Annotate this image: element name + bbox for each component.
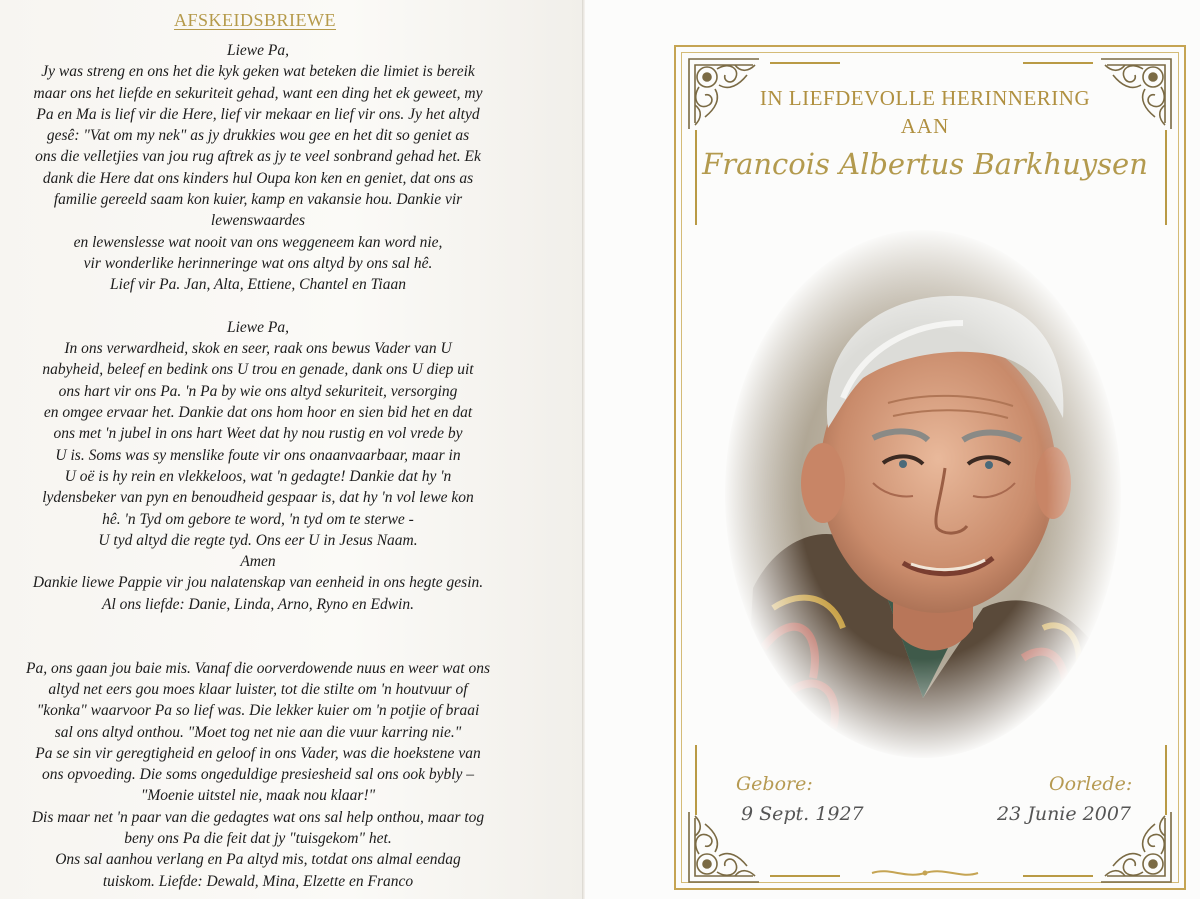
letter-line [8,636,508,657]
letter-line: en lewenslesse wat nooit van ons weggeneem kan word nie, [73,233,443,251]
letter-line: U is. Soms was sy menslike foute vir ons onaanvaarbaar, maar in [55,446,461,464]
born-date: 9 Sept. 1927 [741,803,864,825]
letter-line: Jy was streng en ons het die kyk geken wat beteken die limiet is bereik [41,63,475,81]
letter-line: lewenswaardes [210,212,306,230]
born-label: Gebore: [736,773,813,795]
letter-line: ons opvoeding. Die soms ongeduldige presiesheid sal ons ook bybly – [41,766,475,784]
letter-line: maar ons het liefde en sekuriteit gehad, want een ding het ek geweet, my [33,84,483,102]
letter-line: gesê: "Vat om my nek" as jy drukkies wou gee en het dit so geniet as [46,127,470,145]
frame-accent-line [1023,875,1093,877]
letter-line: Pa, ons gaan jou baie mis. Vanaf die oorverdowende nuus en weer wat ons [26,659,490,677]
frame-accent-line [1023,62,1093,64]
letter-line: U tyd altyd die regte tyd. Ons eer U in Jesus Naam. [98,531,418,549]
frame-accent-line [770,62,840,64]
memorial-cover-page [585,0,1200,899]
letter-line: ons met 'n jubel in ons hart Weet dat hy nou rustig en vol vrede by [53,425,463,443]
letter-line: altyd net eers gou moes klaar luister, tot die stilte om 'n houtvuur of [48,680,468,698]
letter-line: Lief vir Pa. Jan, Alta, Ettiene, Chantel en Tiaan [110,276,406,294]
letter-line: Pa se sin vir geregtigheid en geloof in ons Vader, was die hoekstene van [35,744,481,762]
portrait-photo [723,228,1123,760]
letter-line: Dis maar net 'n paar van die gedagtes wat ons sal help onthou, maar tog [31,808,485,826]
farewell-letters-page [0,0,582,899]
letter-line: U oë is hy rein en vlekkeloos, wat 'n gedagte! Dankie dat hy 'n [64,467,452,485]
letter-line: Amen [240,553,276,571]
letter-line: "konka" waarvoor Pa so lief was. Die lekker kuier om 'n potjie of braai [36,702,480,720]
died-date: 23 Junie 2007 [997,803,1132,825]
frame-accent-line [1165,130,1167,225]
letter-line [8,615,508,636]
letter-line [8,296,508,317]
letter-line: sal ons altyd onthou. "Moet tog net nie aan die vuur karring nie." [54,723,462,741]
letter-line: familie gereeld saam kon kuier, kamp en vakansie hou. Dankie vir [53,191,463,209]
letter-line: tuiskom. Liefde: Dewald, Mina, Elzette en Franco [102,872,414,890]
died-label: Oorlede: [1049,773,1133,795]
letter-line: beny ons Pa die feit dat jy "tuisgekom" het. [124,829,392,847]
frame-accent-line [1165,745,1167,815]
letter-line: ons die velletjies van jou rug aftrek as jy te veel sonbrand gehad het. Ek [35,148,481,166]
letter-line: Al ons liefde: Danie, Linda, Arno, Ryno en Edwin. [102,595,414,613]
letter-line: lydensbeker van pyn en benoudheid gespaar is, dat hy 'n vol lewe kon [42,489,474,507]
letter-line: hê. 'n Tyd om gebore te word, 'n tyd om te sterwe - [102,510,414,528]
letter-line: ons hart vir ons Pa. 'n Pa by wie ons altyd sekuriteit, versorging [58,382,458,400]
letter-line: Liewe Pa, [227,318,289,336]
letter-line: en omgee ervaar het. Dankie dat ons hom hoor en sien bid het en dat [43,404,473,422]
farewell-letters-text [8,40,508,892]
letter-line: dank die Here dat ons kinders hul Oupa kon ken en geniet, dat ons as [42,169,474,187]
memorial-heading-aan: AAN [900,114,950,138]
deceased-name: Francois Albertus Barkhuysen [702,147,1148,181]
letter-line: In ons verwardheid, skok en seer, raak ons bewus Vader van U [64,340,452,358]
page-title: AFSKEIDSBRIEWE [173,10,336,30]
frame-accent-line [695,745,697,815]
letter-line: nabyheid, beleef en bedink ons U trou en genade, dank ons U diep uit [42,361,474,379]
memorial-heading: IN LIEFDEVOLLE HERINNERING [759,86,1091,110]
letter-line: Dankie liewe Pappie vir jou nalatenskap van eenheid in ons hegte gesin. [32,574,484,592]
frame-accent-line [770,875,840,877]
bottom-flourish-icon [870,866,980,880]
letter-line: Liewe Pa, [227,42,289,59]
letter-line: vir wonderlike herinneringe wat ons altyd by ons sal hê. [83,254,433,272]
letter-line: "Moenie uitstel nie, maak nou klaar!" [140,787,376,805]
letter-line: Ons sal aanhou verlang en Pa altyd mis, totdat ons almal eendag [55,851,461,869]
letter-line: Pa en Ma is lief vir die Here, lief vir mekaar en lief vir ons. Jy het altyd [36,105,480,123]
